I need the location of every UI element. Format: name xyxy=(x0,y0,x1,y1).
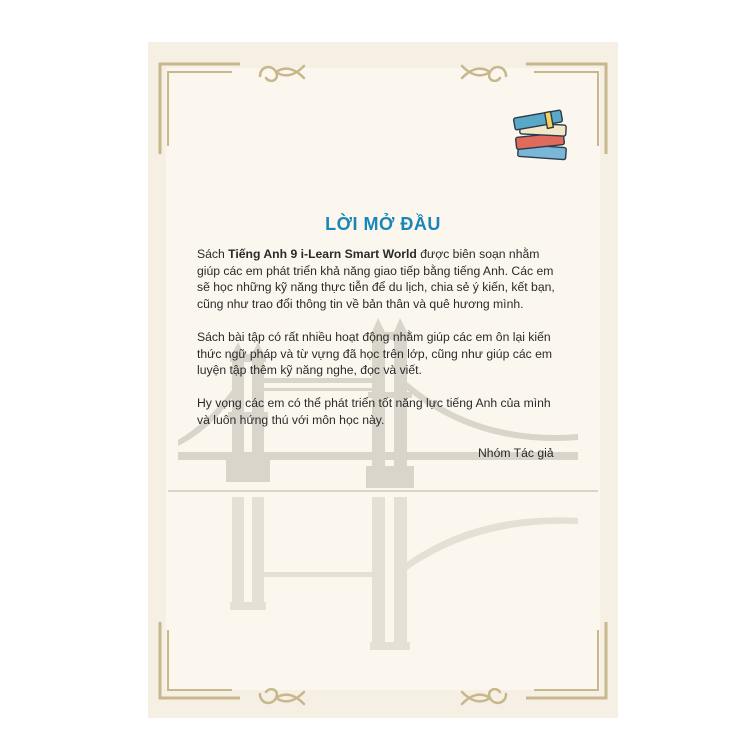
flourish-ornament-bottom-left xyxy=(260,689,304,704)
stack-of-books-icon xyxy=(510,108,574,166)
flourish-ornament-bottom-right xyxy=(462,689,506,704)
signature: Nhóm Tác giả xyxy=(478,446,554,460)
paragraph-1 xyxy=(197,246,565,312)
flourish-ornament-top-right xyxy=(462,66,506,81)
book-title: Tiếng Anh 9 i-Learn Smart World xyxy=(228,247,417,261)
preface-body xyxy=(197,246,565,445)
paragraph-3: Hy vọng các em có thể phát triển tốt năng lực tiếng Anh của mình và luôn hứng thú với môn học này. xyxy=(197,396,551,427)
document-page xyxy=(148,42,618,718)
page-title: LỜI MỞ ĐẦU xyxy=(325,214,441,234)
flourish-ornament-top-left xyxy=(260,66,304,81)
paragraph-2: Sách bài tập có rất nhiều hoạt động nhằm giúp các em ôn lại kiến thức ngữ pháp và từ vựng đã học trên lớp, cũng như giúp các em luyện tập thêm kỹ năng nghe, đọc và viết. xyxy=(197,329,553,378)
paragraph-1-text: được biên soạn nhằm giúp các em phát triển khả năng giao tiếp bằng tiếng Anh. Các em sẽ học những kỹ năng thực tiễn để du lịch, chia sẻ ý kiến, kết bạn, cũng như trao đổi thông tin về bản thân và quê hương mình. xyxy=(197,247,555,311)
paragraph-1-prefix: Sách xyxy=(197,247,229,261)
